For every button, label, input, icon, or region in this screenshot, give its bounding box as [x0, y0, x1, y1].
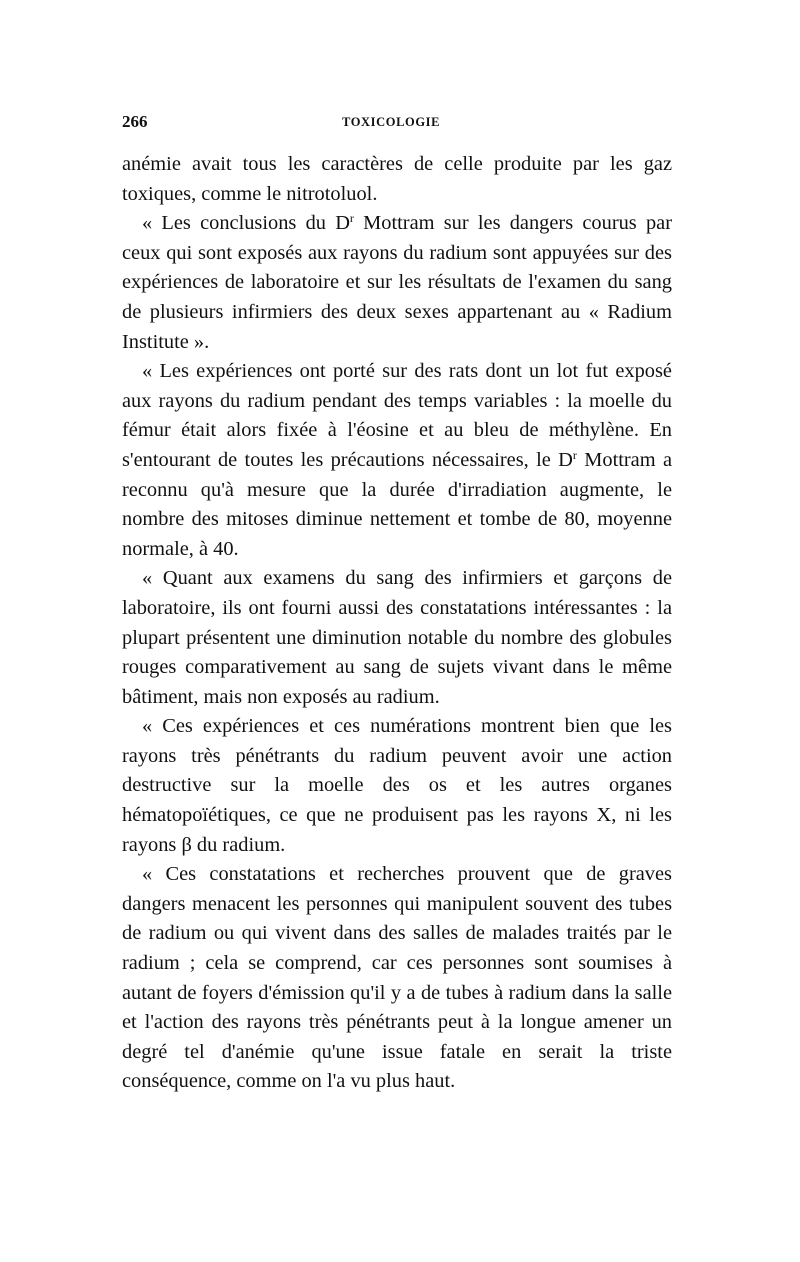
- page-number: 266: [122, 112, 148, 131]
- running-title: TOXICOLOGIE: [342, 115, 441, 129]
- body-text: [122, 150, 672, 1097]
- page-header: [122, 112, 672, 138]
- paragraph-continuation: anémie avait tous les caractères de celle produite par les gaz toxiques, comme le nitrotoluol.: [122, 153, 672, 205]
- book-page: [122, 112, 672, 1097]
- paragraph-blood-exams: « Quant aux examens du sang des infirmiers et garçons de laboratoire, ils ont fourni aussi des constatations intéressantes : la plupart présentent une diminution notable du nombre des globules rouges comparativement au sang de sujets vivant dans le même bâtiment, mais non exposés au radium.: [122, 567, 672, 708]
- paragraph-dangers: « Ces constatations et recherches prouvent que de graves dangers menacent les personnes qui manipulent souvent des tubes de radium ou qui vivent dans des salles de malades traités par le radium ; cela se comprend, car ces personnes sont soumises à autant de foyers d'émission qu'il y a de tubes à radium dans la salle et l'action des rayons très pénétrants peut à la longue amener un degré tel d'anémie qu'une issue fatale en serait la triste conséquence, comme on l'a vu plus haut.: [122, 863, 672, 1093]
- paragraph-conclusions: « Les conclusions du $D^r$ Mottram sur les dangers courus par ceux qui sont exposés aux rayons du radium sont appuyées sur des expériences de laboratoire et sur les résultats de l'examen du sang de plusieurs infirmiers des deux sexes appartenant au « Radium Institute ».: [122, 211, 672, 353]
- superscript-r: r: [349, 211, 354, 226]
- paragraph-experiments: « Les expériences ont porté sur des rats dont un lot fut exposé aux rayons du radium pendant des temps variables : la moelle du fémur était alors fixée à l'éosine et au bleu de méthylène. En s'entourant de toutes les précautions nécessaires, le $D^r$ Mottram a reconnu qu'à mesure que la durée d'irradiation augmente, le nombre des mitoses diminue nettement et tombe de 80, moyenne normale, à 40.: [122, 360, 672, 560]
- paragraph-numerations: « Ces expériences et ces numérations montrent bien que les rayons très pénétrants du radium peuvent avoir une action destructive sur la moelle des os et les autres organes hématopoïétiques, ce que ne produisent pas les rayons X, ni les rayons β du radium.: [122, 715, 672, 856]
- superscript-r: r: [572, 447, 577, 462]
